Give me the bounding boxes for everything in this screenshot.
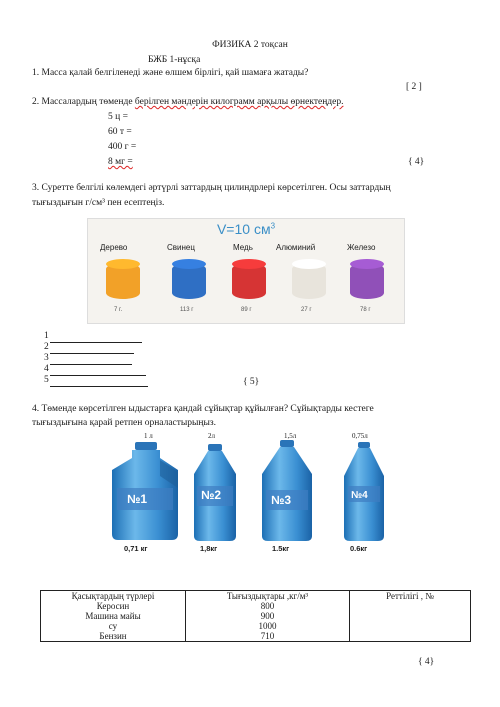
bottle-mass: 1,8кг [200,544,218,553]
table-cell: 800 [186,601,350,611]
table-cell: Бензин [41,631,186,642]
bottle-label: №3 [271,493,292,507]
bottle-volume: 0,75л [352,432,368,440]
bottle-mass: 1.5кг [272,544,290,553]
question-1: 1. Масса қалай белгіленеді және өлшем бірлігі, қай шамаға жатады? [32,68,309,78]
question-4-points: { 4} [418,657,435,667]
table-cell-answer[interactable] [350,611,471,621]
table-header-row [41,591,471,602]
material-name: Медь [233,243,253,252]
table-cell: Керосин [41,601,186,611]
bottle-label: №4 [351,490,368,501]
question-2-start: 2. Массалардың төменде [32,97,135,107]
answer-number: 4 [44,364,49,374]
table-cell: 900 [186,611,350,621]
bottle-3 [262,440,312,541]
bottle-label: №2 [201,488,222,502]
table-cell: Машина майы [41,611,186,621]
table-cell-answer[interactable] [350,621,471,631]
page-title: ФИЗИКА 2 тоқсан [212,40,288,50]
table-header: Реттілігі , № [350,591,471,602]
material-mass: 78 г [360,307,371,313]
answer-number: 1 [44,331,49,341]
bottle-mass: 0,71 кг [124,544,148,553]
table-row [41,611,471,621]
bottle-1 [112,442,178,540]
material-mass: 7 г. [114,307,123,313]
bottle-volume: 2л [208,432,215,440]
conversion-1: 5 ц = [108,112,128,122]
table-header: Тығыздықтары ,кг/м³ [186,591,350,602]
material-mass: 113 г [180,307,194,313]
variant-label: БЖБ 1-нұсқа [148,55,201,65]
question-2-underlined: берілген мәндерін килограмм арқылы өрнектеңдер. [134,97,344,107]
question-4-line1: 4. Төменде көрсетілген ыдыстарға қандай сұйықтар құйылған? Сұйықтарды кестеге [32,404,374,414]
table-row [41,631,471,642]
question-3-line2: тығыздығын г/см³ пен есептеңіз. [32,198,165,208]
table-cell: су [41,621,186,631]
question-2-points: { 4} [408,157,425,167]
material-mass: 27 г [301,307,312,313]
conversion-3: 400 г = [108,142,137,152]
answer-number: 3 [44,353,49,363]
material-name: Свинец [167,243,195,252]
conversion-4: 8 мг = [108,157,133,167]
bottle-volume: 1 л [144,432,153,440]
question-1-points: [ 2 ] [406,82,422,92]
material-mass: 89 г [241,307,252,313]
table-cell-answer[interactable] [350,631,471,642]
table-cell: 710 [186,631,350,642]
material-name: Дерево [100,243,128,252]
material-name: Алюминий [276,243,316,252]
table-row [41,621,471,631]
question-4-line2: тығыздығына қарай ретпен орналастырыңыз. [32,418,217,428]
bottle-label: №1 [127,492,148,506]
answer-number: 5 [44,375,49,385]
conversion-2: 60 т = [108,127,132,137]
bottle-volume: 1,5л [284,432,297,440]
bottle-mass: 0.6кг [350,544,368,553]
table-cell-answer[interactable] [350,601,471,611]
answer-number: 2 [44,342,49,352]
table-header: Қасықтардың түрлері [41,591,186,602]
volume-unit-sup: 3 [270,221,276,231]
table-row [41,601,471,611]
question-3-points: { 5} [243,377,260,387]
material-name: Железо [347,243,376,252]
table-cell: 1000 [186,621,350,631]
volume-value: V=10 см [216,221,271,237]
question-3-line1: 3. Суретте белгілі көлемдегі әртүрлі заттардың цилиндрлері көрсетілген. Осы заттардың [32,183,391,193]
liquids-table [40,590,471,642]
